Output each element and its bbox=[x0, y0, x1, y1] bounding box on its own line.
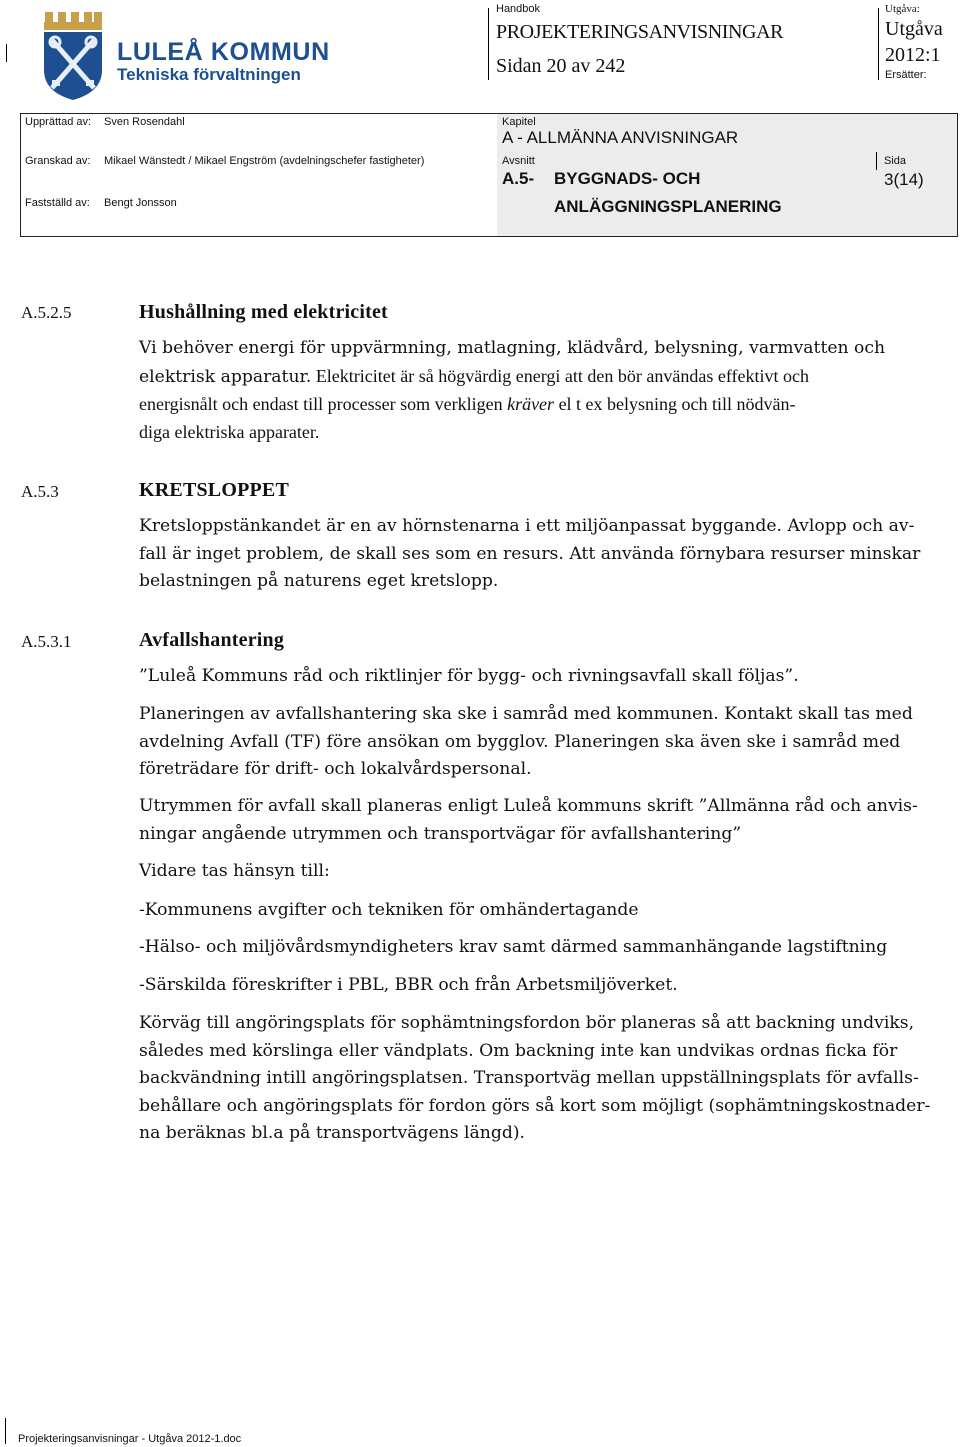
granskad-value: Mikael Wänstedt / Mikael Engström (avdelningschefer fastigheter) bbox=[104, 155, 425, 167]
kapitel-label: Kapitel bbox=[502, 116, 536, 128]
utgava-label: Utgåva: bbox=[885, 3, 920, 15]
section-heading: KRETSLOPPET bbox=[139, 479, 290, 501]
list-item: -Kommunens avgifter och tekniken för omhändertagande bbox=[139, 900, 639, 920]
ersatter-label: Ersätter: bbox=[885, 69, 927, 81]
paragraph: ”Luleå Kommuns råd och riktlinjer för bygg- och rivningsavfall skall följas”. bbox=[139, 666, 799, 686]
paragraph: Planeringen av avfallshantering ska ske i samråd med kommunen. Kontakt skall tas med avdelning Avfall (TF) före ansökan om bygglov. Planeringen ska även ske i samråd med företrädare för drift- och lokalvårdspersonal. bbox=[139, 704, 913, 779]
avsnitt-title-line1: BYGGNADS- OCH bbox=[554, 169, 701, 188]
crown-icon bbox=[44, 12, 102, 30]
shield-icon bbox=[44, 32, 102, 100]
logo-line2: Tekniska förvaltningen bbox=[117, 65, 301, 84]
section-number: A.5.3.1 bbox=[21, 632, 72, 651]
header-divider bbox=[878, 8, 879, 80]
sida-value: 3(14) bbox=[884, 170, 924, 189]
granskad-label: Granskad av: bbox=[25, 155, 91, 167]
lulea-kommun-logo bbox=[42, 8, 332, 103]
list-item: -Hälso- och miljövårdsmyndigheters krav samt därmed sammanhängande lagstiftning bbox=[139, 937, 888, 957]
paragraph: Körväg till angöringsplats för sophämtningsfordon bör planeras så att backning undviks, således med körslinga eller vändplats. Om backning inte kan undvikas ordnas ficka för backvändning intill angöringsplatsen. Transportväg mellan uppställningsplats för avfalls- behållare och angöringsplats för fordon görs så kort som möjligt (sophämtningskostnader- na beräknas bl.a på transportvägens längd). bbox=[139, 1013, 931, 1143]
footer-divider bbox=[5, 1418, 6, 1444]
section-number: A.5.3 bbox=[21, 482, 59, 501]
paragraph: Vi behöver energi för uppvärmning, matlagning, klädvård, belysning, varmvatten och elektrisk apparatur. Elektricitet är så högvärdig energi att den bör användas effektivt och energisnålt och endast till processer som verkligen kräver el t ex belysning och till nödvän- diga elektriska apparater. bbox=[139, 338, 886, 442]
footer-filename: Projekteringsanvisningar - Utgåva 2012-1.doc bbox=[18, 1433, 242, 1445]
faststalld-label: Fastställd av: bbox=[25, 197, 90, 209]
paragraph: Utrymmen för avfall skall planeras enligt Luleå kommuns skrift ”Allmänna råd och anvis- ningar angående utrymmen och transportvägar för avfallshantering” bbox=[139, 796, 918, 844]
sida-label: Sida bbox=[884, 155, 907, 167]
avsnitt-title-line2: ANLÄGGNINGSPLANERING bbox=[554, 197, 782, 216]
utgava-number: 2012:1 bbox=[885, 44, 941, 66]
header-divider bbox=[6, 44, 7, 62]
paragraph: Kretsloppstänkandet är en av hörnstenarna i ett miljöanpassat byggande. Avlopp och av- fall är inget problem, de skall ses som en resurs. Att använda förnybara resurser minskar belastningen på naturens eget kretslopp. bbox=[139, 516, 921, 591]
section-number: A.5.2.5 bbox=[21, 303, 72, 322]
upprattad-value: Sven Rosendahl bbox=[104, 116, 185, 128]
kapitel-value: A - ALLMÄNNA ANVISNINGAR bbox=[502, 128, 739, 147]
handbook-title: PROJEKTERINGSANVISNINGAR bbox=[496, 21, 784, 43]
page-of: Sidan 20 av 242 bbox=[496, 55, 626, 77]
logo-line1: LULEÅ KOMMUN bbox=[117, 38, 330, 66]
upprattad-label: Upprättad av: bbox=[25, 116, 92, 128]
section-heading: Hushållning med elektricitet bbox=[139, 301, 388, 323]
utgava-value: Utgåva bbox=[885, 18, 943, 40]
paragraph: Vidare tas hänsyn till: bbox=[139, 861, 330, 881]
avsnitt-label: Avsnitt bbox=[502, 155, 535, 167]
header-divider bbox=[488, 8, 489, 80]
avsnitt-code: A.5- bbox=[502, 169, 535, 188]
faststalld-value: Bengt Jonsson bbox=[104, 197, 177, 209]
sida-divider bbox=[876, 152, 877, 170]
handbok-label: Handbok bbox=[496, 3, 541, 15]
section-heading: Avfallshantering bbox=[139, 629, 285, 651]
list-item: -Särskilda föreskrifter i PBL, BBR och från Arbetsmiljöverket. bbox=[139, 975, 678, 995]
